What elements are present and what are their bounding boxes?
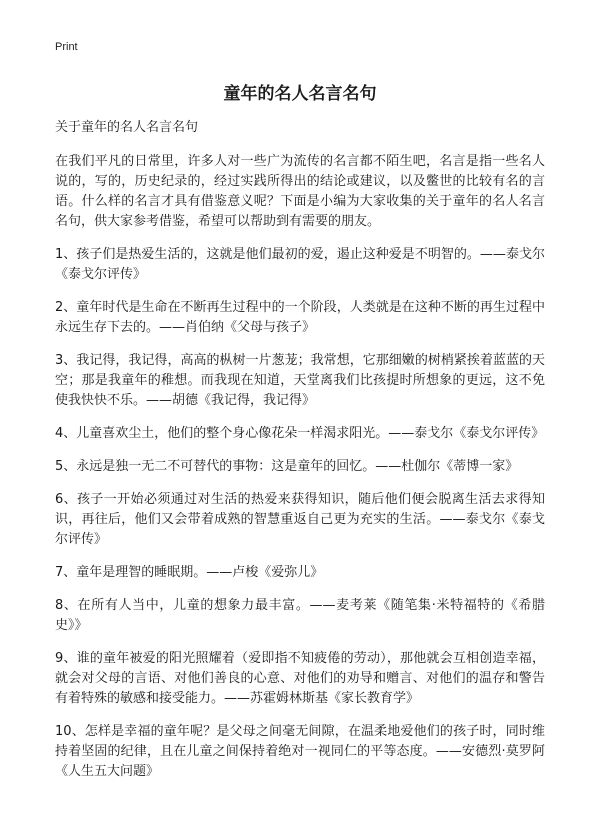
- quote-paragraph: 4、儿童喜欢尘土，他们的整个身心像花朵一样渴求阳光。——泰戈尔《泰戈尔评传》: [55, 426, 545, 441]
- quote-paragraph: 2、童年时代是生命在不断再生过程中的一个阶段，人类就是在这种不断的再生过程中永远生存下去的。——肖伯纳《父母与孩子》: [55, 300, 545, 335]
- quote-paragraph: 10、怎样是幸福的童年呢？是父母之间毫无间隙，在温柔地爱他们的孩子时，同时维持着坚固的纪律，且在儿童之间保持着绝对一视同仁的平等态度。——安德烈·莫罗阿《人生五大问题》: [55, 724, 545, 779]
- quote-paragraph: 7、童年是理智的睡眠期。——卢梭《爱弥儿》: [55, 565, 324, 580]
- intro-paragraph: 在我们平凡的日常里，许多人对一些广为流传的名言都不陌生吧，名言是指一些名人说的，写的，历史纪录的，经过实践所得出的结论或建议，以及鳖世的比较有名的言语。什么样的名言才具有借鉴意义呢？下面是小编为大家收集的关于童年的名人名言名句，供大家参考借鉴，希望可以帮助到有需要的朋友。: [55, 154, 545, 229]
- quote-paragraph: 8、在所有人当中，儿童的想象力最丰富。——麦考莱《随笔集·米特福特的《希腊史》》: [55, 598, 545, 633]
- document-subtitle: 关于童年的名人名言名句: [55, 120, 199, 135]
- print-link[interactable]: Print: [55, 41, 78, 53]
- quote-paragraph: 6、孩子一开始必须通过对生活的热爱来获得知识，随后他们便会脱离生活去求得知识，再往后，他们又会带着成熟的智慧重返自己更为充实的生活。——泰戈尔《泰戈尔评传》: [55, 492, 545, 547]
- quote-paragraph: 9、谁的童年被爱的阳光照耀着（爱即指不知疲倦的劳动），那他就会互相创造幸福，就会对父母的言语、对他们善良的心意、对他们的劝导和赠言、对他们的温存和警告有着特殊的敏感和接受能力。——苏霍姆林斯基《家长教育学》: [55, 651, 545, 706]
- quote-paragraph: 5、永远是独一无二不可替代的事物：这是童年的回忆。——杜伽尔《蒂博一家》: [55, 459, 519, 474]
- quote-paragraph: 3、我记得，我记得，高高的枞树一片葱茏；我常想，它那细嫩的树梢紧挨着蓝蓝的天空；那是我童年的稚想。而我现在知道，天堂离我们比孩提时所想象的更远，这不免使我快快不乐。——胡德《我记得，我记得》: [55, 353, 545, 408]
- quote-paragraph: 1、孩子们是热爱生活的，这就是他们最初的爱，遏止这种爱是不明智的。——泰戈尔《泰戈尔评传》: [55, 247, 545, 282]
- page-title: 童年的名人名言名句: [223, 84, 377, 104]
